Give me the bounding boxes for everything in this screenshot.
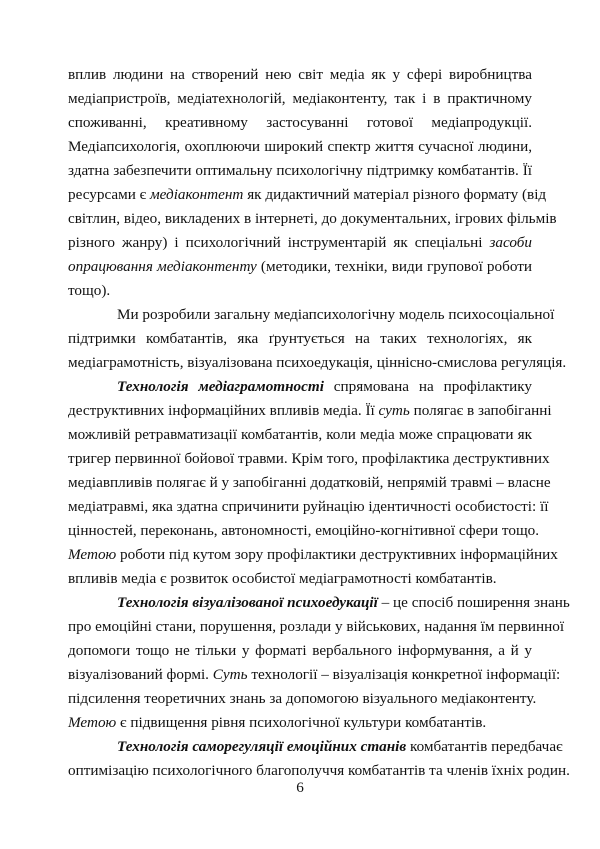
- text-segment: цінностей, переконань, автономності, емоційно-когнітивної сфери тощо.: [68, 522, 540, 539]
- text-line: [68, 447, 550, 471]
- text-segment: роботи під кутом зору профілактики деструктивних інформаційних: [116, 546, 558, 563]
- text-segment: вплив людини на створений нею світ медіа як у сфері виробництва: [68, 66, 532, 83]
- text-segment: – це спосіб поширення знань: [377, 594, 570, 611]
- page-number: 6: [296, 779, 304, 796]
- text-line: [68, 87, 532, 111]
- text-segment: медіапристроїв, медіатехнологій, медіаконтенту, так і в практичному: [68, 90, 532, 107]
- text-line: [68, 207, 557, 231]
- text-line: [68, 327, 532, 351]
- text-line: [68, 663, 561, 687]
- text-segment: споживанні, креативному застосуванні готової медіапродукції.: [68, 114, 532, 131]
- italic-term: засоби: [489, 234, 532, 251]
- text-segment: впливів медіа є розвиток особистої медіаграмотності комбатантів.: [68, 570, 497, 587]
- text-segment: медіаграмотність, візуалізована психоедукація, ціннісно-смислова регуляція.: [68, 354, 567, 371]
- paragraph: [68, 591, 570, 735]
- text-segment: підсилення теоретичних знань за допомогою візуального медіаконтенту.: [68, 690, 537, 707]
- text-segment: про емоційні стани, порушення, розлади у військових, надання їм первинної: [68, 618, 565, 635]
- bold-italic-term: Технологія медіаграмотності: [117, 378, 324, 395]
- text-segment: різного жанру) і психологічний інструментарій як спеціальні: [68, 234, 490, 251]
- text-segment: є підвищення рівня психологічної культури комбатантів.: [116, 714, 487, 731]
- text-line: [68, 711, 532, 735]
- text-line: [68, 111, 532, 135]
- text-segment: ресурсами є: [68, 186, 150, 203]
- text-segment: здатна забезпечити оптимальну психологічну підтримку комбатантів. Її: [68, 162, 532, 179]
- text-segment: візуалізований формі.: [68, 666, 213, 683]
- text-segment: комбатантів передбачає: [406, 738, 563, 755]
- text-segment: технології – візуалізація конкретної інформації:: [247, 666, 561, 683]
- text-line: [68, 303, 555, 327]
- text-line: [68, 255, 532, 279]
- text-segment: Медіапсихологія, охоплюючи широкий спектр життя сучасної людини,: [68, 138, 532, 155]
- text-segment: як дидактичний матеріал різного формату (від: [243, 186, 547, 203]
- paragraph: [68, 735, 570, 783]
- paragraph: [68, 375, 558, 591]
- text-segment: (методики, техніки, види групової роботи: [256, 258, 532, 275]
- italic-term: медіаконтент: [149, 186, 244, 203]
- text-segment: медіатравмі, яка здатна спричинити руйнацію ідентичності особистості: її: [68, 498, 549, 515]
- text-segment: оптимізацію психологічного благополуччя комбатантів та членів їхніх родин.: [68, 762, 570, 779]
- text-line: [68, 183, 547, 207]
- text-line: [68, 135, 532, 159]
- bold-italic-term: Технологія саморегуляції емоційних станів: [117, 738, 407, 755]
- text-line: [68, 159, 532, 183]
- text-segment: світлин, відео, викладених в інтернеті, до документальних, ігрових фільмів: [68, 210, 557, 227]
- italic-term: Метою: [68, 714, 117, 731]
- text-segment: підтримки комбатантів, яка ґрунтується на таких технологіях, як: [68, 330, 532, 347]
- paragraph: [68, 63, 557, 303]
- text-line: [68, 495, 549, 519]
- text-line: [68, 423, 532, 447]
- text-line: [68, 351, 567, 375]
- text-segment: полягає в запобіганні: [409, 402, 552, 419]
- text-segment: можливій ретравматизації комбатантів, коли медіа може спрацювати як: [68, 426, 532, 443]
- text-line: [68, 687, 537, 711]
- text-line: [68, 519, 540, 543]
- text-segment: деструктивних інформаційних впливів медіа. Її: [68, 402, 379, 419]
- text-line: [68, 639, 532, 663]
- text-line: [68, 471, 551, 495]
- text-line: [68, 615, 565, 639]
- text-segment: медіавпливів полягає й у запобіганні додатковій, непрямій травмі – власне: [68, 474, 551, 491]
- text-line: [68, 63, 532, 87]
- text-segment: допомоги тощо не тільки у форматі вербального інформування, а й у: [68, 642, 532, 659]
- text-line: [68, 399, 552, 423]
- text-line: [68, 735, 563, 759]
- text-line: [68, 279, 532, 303]
- text-line: [68, 591, 570, 615]
- bold-italic-term: Технологія візуалізованої психоедукації: [117, 594, 378, 611]
- italic-term: суть: [378, 402, 410, 419]
- italic-term: опрацювання медіаконтенту: [68, 258, 257, 275]
- text-segment: тощо).: [68, 282, 111, 299]
- paragraph: [68, 303, 567, 375]
- italic-term: Метою: [68, 546, 117, 563]
- text-line: [68, 375, 532, 399]
- italic-term: Суть: [212, 666, 248, 683]
- text-line: [68, 567, 532, 591]
- page-body: [68, 63, 570, 783]
- text-segment: тригер первинної бойової травми. Крім того, профілактика деструктивних: [68, 450, 550, 467]
- text-line: [68, 543, 558, 567]
- text-segment: Ми розробили загальну медіапсихологічну модель психосоціальної: [117, 306, 555, 323]
- text-segment: спрямована на профілактику: [323, 378, 532, 395]
- text-line: [68, 231, 532, 255]
